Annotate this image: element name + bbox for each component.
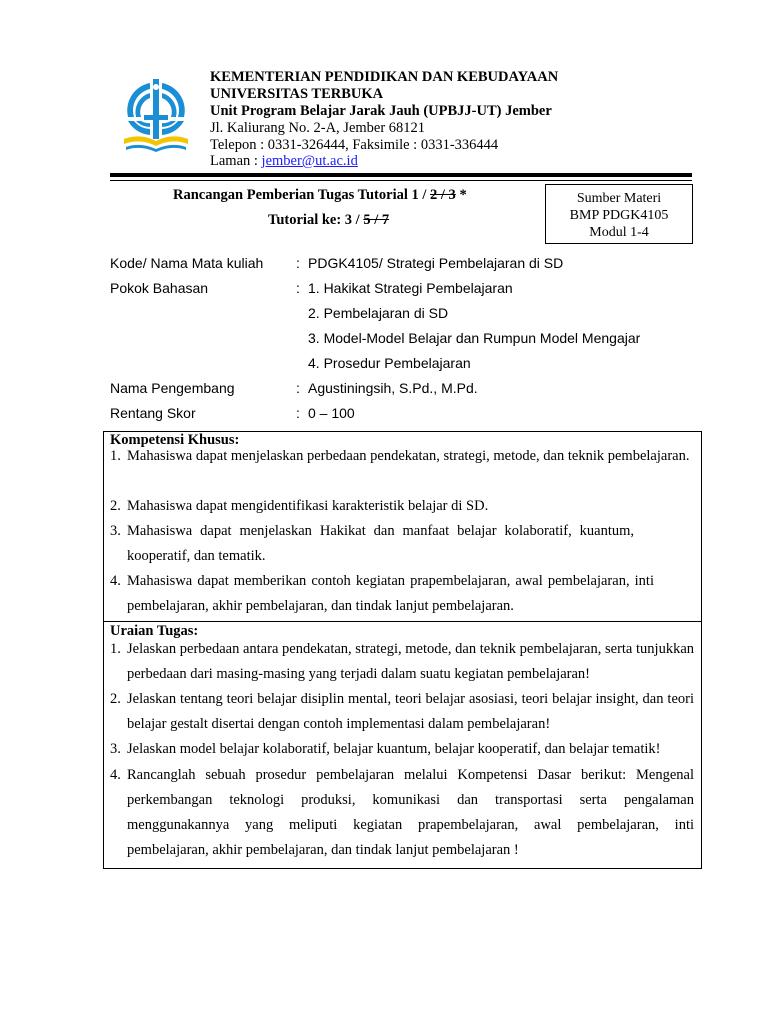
kompetensi-item [110,569,694,619]
source-line1: BMP PDGK4105 [569,208,669,223]
uraian-item [110,737,694,762]
item-text: Rancanglah sebuah prosedur pembelajaran melalui Kompetensi Dasar berikut: Mengenal perkembangan teknologi produksi, komunikasi dan transportasi serta pengalaman menggunakannya yang meliputi kegiatan prapembelajaran, awal pembelajaran, inti pembelajaran, akhir pembelajaran, dan tindak lanjut pembelajaran ! [127,767,694,858]
tutorial-title [268,212,389,229]
item-text: Jelaskan tentang teori belajar disiplin mental, teori belajar asosiasi, teori belajar insight, dan teori belajar gestalt disertai dengan contoh implementasi dalam pembelajaran! [127,691,694,732]
unit-name: Unit Program Belajar Jarak Jauh (UPBJJ-UT) Jember [210,103,552,119]
item-text: Mahasiswa dapat mengidentifikasi karakteristik belajar di SD. [127,498,489,514]
kompetensi-item [110,519,694,569]
skor-value: 0 – 100 [308,405,355,421]
rancangan-title [173,187,467,204]
item-number: 1. [110,448,121,464]
kompetensi-item [110,444,694,469]
rancangan-strike: 2 / 3 [430,187,456,203]
colon: : [296,405,300,421]
pokok-item: 2. Pembelajaran di SD [308,305,449,321]
item-text: Mahasiswa dapat menjelaskan Hakikat dan manfaat belajar kolaboratif, kuantum, kooperatif, dan tematik. [127,523,634,564]
pokok-item: 4. Prosedur Pembelajaran [308,355,471,371]
kode-value: PDGK4105/ Strategi Pembelajaran di SD [308,255,564,271]
header-rule-thin [110,180,692,181]
uraian-item [110,763,694,863]
kode-label: Kode/ Nama Mata kuliah [110,255,264,271]
ministry-name: KEMENTERIAN PENDIDIKAN DAN KEBUDAYAAN [210,69,559,85]
pengembang-label: Nama Pengembang [110,380,235,396]
pengembang-value: Agustiningsih, S.Pd., M.Pd. [308,380,478,396]
colon: : [296,255,300,271]
uraian-item [110,637,694,687]
item-number: 2. [110,691,121,707]
web-label: Laman : [210,153,262,169]
university-logo [120,77,192,157]
address-text: Jl. Kaliurang No. 2-A, Jember 68121 [210,120,426,136]
kompetensi-item [110,494,694,519]
colon: : [296,380,300,396]
source-line2: Modul 1-4 [589,225,649,240]
item-text: Jelaskan model belajar kolaboratif, belajar kuantum, belajar kooperatif, dan belajar tematik! [127,741,661,757]
pokok-item: 1. Hakikat Strategi Pembelajaran [308,280,513,296]
item-number: 3. [110,523,121,539]
rancangan-suffix: * [455,187,467,203]
kompetensi-box [103,431,702,622]
skor-label: Rentang Skor [110,405,196,421]
tutorial-strike: 5 / 7 [363,212,390,228]
tutorial-prefix: Tutorial ke: 3 / [268,212,364,228]
uraian-item [110,687,694,737]
pokok-label: Pokok Bahasan [110,280,209,296]
phone-text: Telepon : 0331-326444, Faksimile : 0331-336444 [210,137,499,153]
header-rule-thick [110,173,692,177]
source-title: Sumber Materi [576,191,662,206]
item-text: Mahasiswa dapat memberikan contoh kegiatan prapembelajaran, awal pembelajaran, inti pembelajaran, akhir pembelajaran, dan tindak lanjut pembelajaran. [127,573,654,614]
web-link[interactable]: jember@ut.ac.id [261,153,358,169]
item-number: 4. [110,573,121,589]
item-text: Mahasiswa dapat menjelaskan perbedaan pendekatan, strategi, metode, dan teknik pembelajaran. [127,448,690,464]
web-line [210,153,358,170]
university-name: UNIVERSITAS TERBUKA [210,86,384,102]
pokok-item: 3. Model-Model Belajar dan Rumpun Model Mengajar [308,330,641,346]
item-text: Jelaskan perbedaan antara pendekatan, strategi, metode, dan teknik pembelajaran, serta tunjukkan perbedaan dari masing-masing yang terjadi dalam suatu kegiatan pembelajaran! [127,641,694,682]
uraian-title: Uraian Tugas: [110,623,199,639]
rancangan-prefix: Rancangan Pemberian Tugas Tutorial 1 / [173,187,431,203]
colon: : [296,280,300,296]
item-number: 3. [110,741,121,757]
item-number: 4. [110,767,121,783]
kompetensi-title: Kompetensi Khusus: [110,432,240,448]
item-number: 1. [110,641,121,657]
uraian-box [103,621,702,869]
source-box [545,184,693,244]
item-number: 2. [110,498,121,514]
